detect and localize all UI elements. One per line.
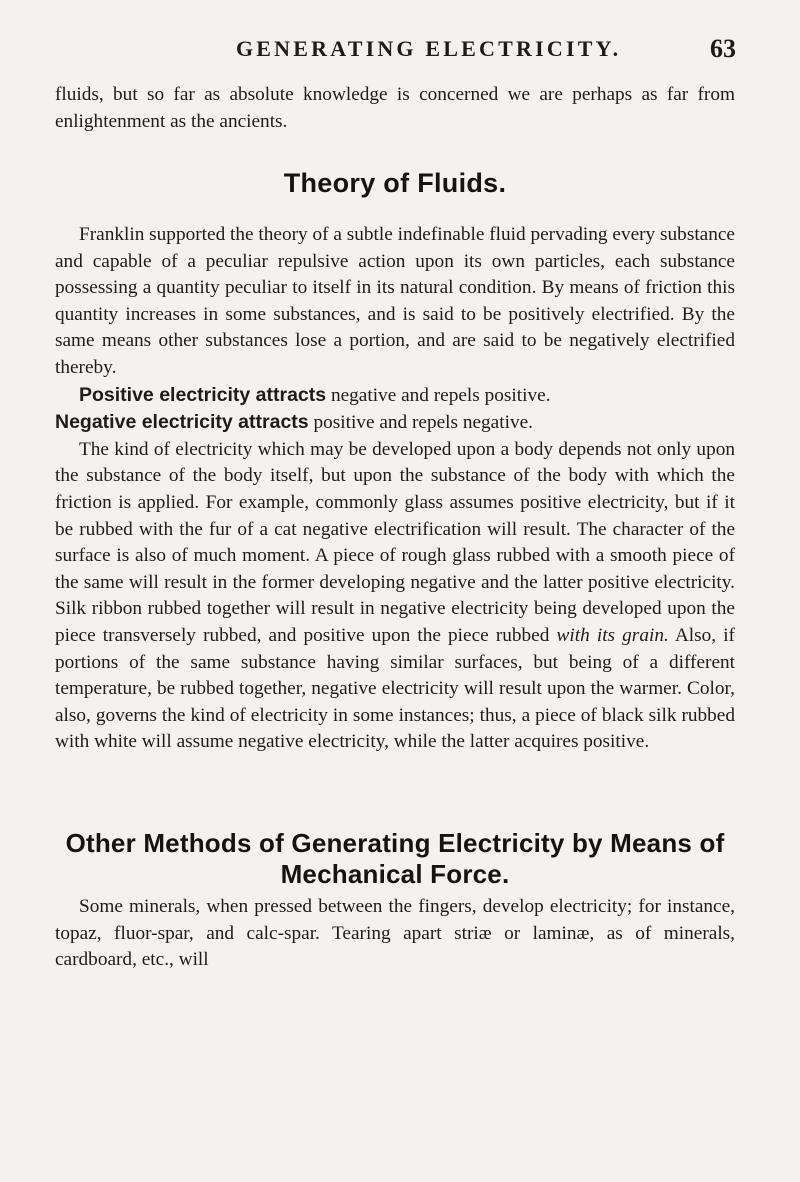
italic-phrase: with its grain. [556,624,669,646]
other-methods-heading: Other Methods of Generating Electricity by Means of Mechanical Force. [65,828,725,889]
other-methods-body [55,894,735,974]
theory-of-fluids-heading: Theory of Fluids. [283,168,507,198]
negative-rule-line [55,409,735,437]
running-head [236,32,736,68]
paragraph-text-a: The kind of electricity which may be developed upon a body depends not only upon the substance of the body itself, but upon the substance of the body with which the friction is applied. For example, commonly glass assumes positive electricity, but if it be rubbed with the fur of a cat negative electrification will result. The character of the surface is also of much moment. A piece of rough glass rubbed with a smooth piece of the same will result in the former developing negative and the latter positive electricity. Silk ribbon rubbed together will result in negative electricity being developed upon the piece transversely rubbed, and positive upon the piece rubbed [55,438,735,646]
theory-section-body [55,222,735,756]
positive-rule-rest: negative and repels positive. [326,384,551,406]
franklin-paragraph: Franklin supported the theory of a subtle indefinable fluid pervading every substance and capable of a peculiar repulsive action upon its own particles, each substance possessing a quantity peculiar to itself in its natural condition. By means of friction this quantity increases in some substances, and is said to be positively electrified. By the same means other substances lose a portion, and are said to be negatively electrified thereby. [55,224,735,378]
paragraph-text-b: Also, if portions of the same substance having similar surfaces, but being of a different temperature, be rubbed together, negative electricity will result upon the warmer. Color, also, governs the kind of electricity in some instances; thus, a piece of black silk rubbed with white will assume negative electricity, while the latter acquires positive. [55,624,735,753]
minerals-paragraph: Some minerals, when pressed between the fingers, develop electricity; for instance, topaz, fluor-spar, and calc-spar. Tearing apart striæ or laminæ, as of minerals, cardboard, etc., will [55,896,735,971]
intro-paragraph-block [55,82,735,135]
positive-rule-line [55,382,735,410]
page-number: 63 [710,34,736,63]
negative-rule-bold: Negative electricity attracts [55,411,309,434]
intro-paragraph: fluids, but so far as absolute knowledge is concerned we are perhaps as far from enlightenment as the ancients. [55,84,735,132]
negative-rule-rest: positive and repels negative. [308,412,533,434]
positive-rule-bold: Positive electricity attracts [79,383,327,406]
kind-of-electricity-paragraph [55,437,735,756]
running-title: GENERATING ELECTRICITY. [236,36,622,61]
